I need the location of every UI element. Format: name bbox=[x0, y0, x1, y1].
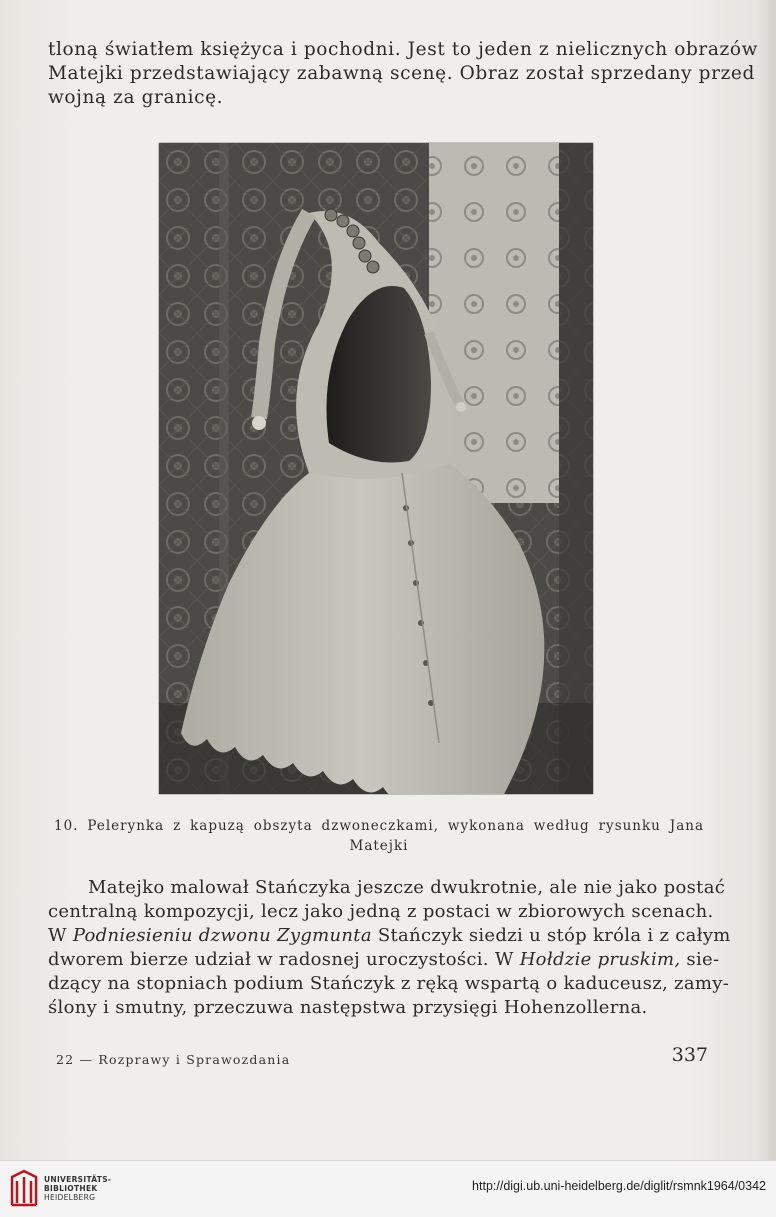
caption-line: Matejki bbox=[349, 838, 409, 854]
text-line: centralną kompozycji, lecz jako jedną z postaci w zbiorowych scenach. bbox=[48, 901, 714, 922]
painting-title: Hołdzie pruskim, bbox=[519, 949, 681, 970]
library-logo-icon[interactable] bbox=[10, 1169, 38, 1209]
text-line: wojną za granicę. bbox=[48, 87, 224, 108]
text-span: W bbox=[48, 925, 73, 946]
text-span: sie- bbox=[680, 949, 720, 970]
library-logo-text[interactable] bbox=[44, 1175, 111, 1202]
permalink-url[interactable]: http://digi.ub.uni-heidelberg.de/diglit/rsmnk1964/0342 bbox=[472, 1179, 766, 1193]
text-line: Matejki przedstawiający zabawną scenę. Obraz został sprzedany przed bbox=[48, 63, 755, 84]
text-line: Matejko malował Stańczyka jeszcze dwukrotnie, ale nie jako postać bbox=[88, 877, 726, 898]
text-span: dworem bierze udział w radosnej uroczystości. W bbox=[48, 949, 520, 970]
logo-line: UNIVERSITÄTS- bbox=[44, 1175, 112, 1184]
text-line: tloną światłem księżyca i pochodni. Jest to jeden z nielicznych obrazów bbox=[48, 39, 758, 60]
text-line bbox=[48, 948, 720, 972]
text-line bbox=[48, 924, 731, 948]
body-paragraph bbox=[48, 876, 731, 1020]
logo-line: HEIDELBERG bbox=[44, 1193, 96, 1202]
text-line: dzący na stopniach podium Stańczyk z ręką wspartą o kaduceusz, zamy- bbox=[48, 973, 730, 994]
cape-photo-illustration bbox=[159, 143, 593, 794]
text-span: Stańczyk siedzi u stóp króla i z całym bbox=[371, 925, 731, 946]
figure-photo-cape bbox=[159, 143, 593, 794]
printer-signature: 22 — Rozprawy i Sprawozdania bbox=[56, 1052, 291, 1067]
figure-caption bbox=[54, 816, 704, 856]
painting-title: Podniesieniu dzwonu Zygmunta bbox=[72, 925, 372, 946]
page-number: 337 bbox=[671, 1044, 708, 1066]
viewer-footer-bar bbox=[0, 1160, 776, 1217]
top-paragraph bbox=[48, 38, 758, 110]
text-line: ślony i smutny, przeczuwa następstwa przysięgi Hohenzollerna. bbox=[48, 997, 648, 1018]
logo-line: BIBLIOTHEK bbox=[44, 1184, 98, 1193]
caption-line: 10. Pelerynka z kapuzą obszyta dzwoneczkami, wykonana według rysunku Jana bbox=[54, 818, 704, 834]
